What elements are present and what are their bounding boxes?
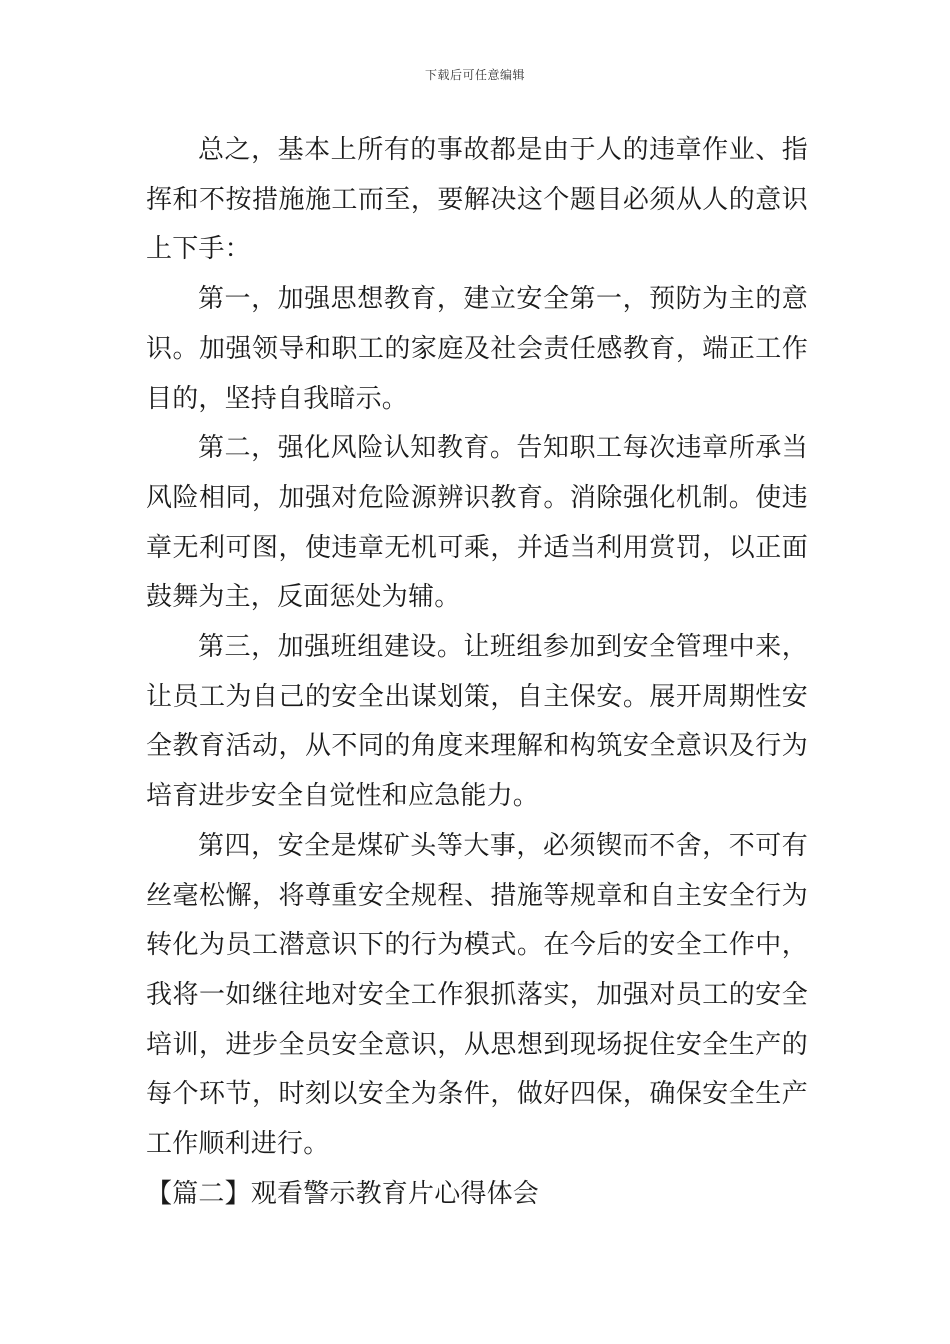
paragraph-summary: 总之，基本上所有的事故都是由于人的违章作业、指挥和不按措施施工而至，要解决这个题目必须从人的意识上下手： bbox=[146, 135, 808, 265]
paragraph-first-point: 第一，加强思想教育，建立安全第一，预防为主的意识。加强领导和职工的家庭及社会责任感教育，端正工作目的，坚持自我暗示。 bbox=[146, 284, 808, 414]
paragraph-second-point: 第二，强化风险认知教育。告知职工每次违章所承当风险相同，加强对危险源辨识教育。消除强化机制。使违章无利可图，使违章无机可乘，并适当利用赏罚，以正面鼓舞为主，反面惩处为辅。 bbox=[146, 433, 808, 613]
page-header: 下载后可任意编辑 bbox=[424, 68, 525, 82]
paragraph-third-point: 第三，加强班组建设。让班组参加到安全管理中来，让员工为自己的安全出谋划策，自主保安。展开周期性安全教育活动，从不同的角度来理解和构筑安全意识及行为培育进步安全自觉性和应急能力。 bbox=[146, 632, 808, 812]
paragraph-fourth-point: 第四，安全是煤矿头等大事，必须锲而不舍，不可有丝毫松懈，将尊重安全规程、措施等规章和自主安全行为转化为员工潜意识下的行为模式。在今后的安全工作中，我将一如继往地对安全工作狠抓落实，加强对员工的安全培训，进步全员安全意识，从思想到现场捉住安全生产的每个环节，时刻以安全为条件，做好四保，确保安全生产工作顺利进行。 bbox=[146, 830, 808, 1160]
document-body bbox=[146, 126, 808, 1219]
section-heading: 【篇二】观看警示教育片心得体会 bbox=[146, 1178, 540, 1209]
